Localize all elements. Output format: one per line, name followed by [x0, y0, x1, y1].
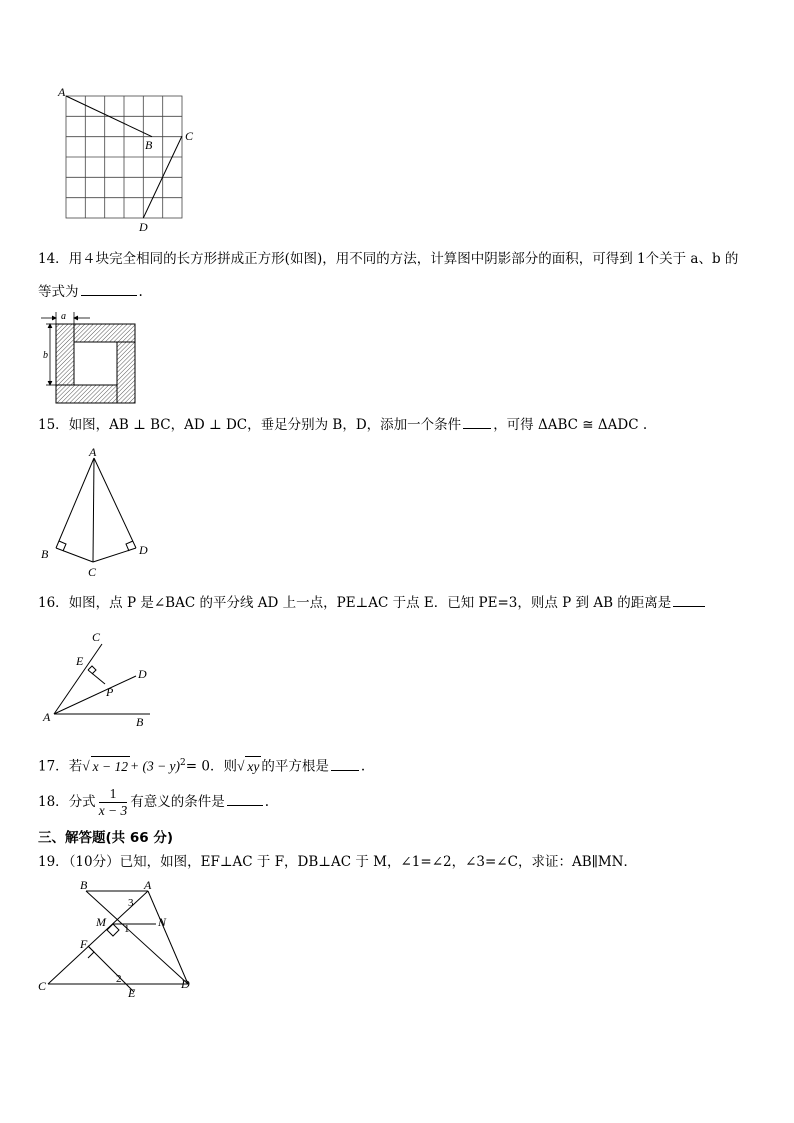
answer-blank-15[interactable] [463, 414, 491, 429]
question-14-text: 用４块完全相同的长方形拼成正方形(如图)，用不同的方法，计算图中阴影部分的面积，可得到 1个关于 a、b 的 [68, 251, 739, 267]
square-label-b: b [43, 350, 48, 361]
question-14-period: . [138, 284, 143, 300]
trap-label-2: 2 [116, 973, 122, 985]
trap-label-c: C [38, 979, 47, 993]
question-17-exponent: 2 [180, 758, 186, 768]
question-14-text-2: 等式为 [38, 284, 79, 300]
grid-label-d: D [139, 220, 148, 234]
question-18-pre: 分式 [68, 794, 96, 810]
question-17-end: . [360, 758, 366, 775]
question-19-number: 19． [38, 854, 69, 870]
square-label-a: a [61, 311, 66, 322]
fraction-denominator: x − 3 [98, 803, 128, 818]
trap-label-d: D [181, 977, 190, 991]
kite-label-a: A [89, 445, 97, 459]
question-16 [38, 592, 707, 613]
trap-label-f: F [80, 937, 88, 951]
grid-label-a: A [58, 85, 66, 99]
question-17-post: 的平方根是 [261, 758, 329, 775]
question-14-number: 14． [38, 251, 69, 267]
question-18 [38, 784, 269, 820]
answer-blank-14[interactable] [81, 281, 137, 296]
trap-label-n: N [158, 915, 167, 929]
square-figure [36, 309, 140, 407]
trap-label-b: B [80, 878, 88, 892]
kite-label-b: B [41, 547, 49, 561]
trap-label-e: E [128, 986, 136, 1000]
angle-label-d: D [138, 667, 147, 681]
question-15-text: 如图，AB ⊥ BC，AD ⊥ DC，垂足分别为 B，D，添加一个条件 [68, 417, 462, 433]
question-18-end: . [264, 794, 270, 810]
trap-label-1: 1 [124, 923, 130, 935]
fraction-1-over-x-minus-3 [99, 786, 128, 819]
question-19 [38, 852, 637, 872]
question-15-number: 15． [38, 417, 69, 433]
angle-label-c: C [92, 630, 101, 644]
question-17-pre: 若 [68, 758, 83, 775]
trap-label-m: M [96, 915, 106, 929]
angle-bisector-figure [38, 626, 163, 731]
question-17-eq: = 0．则 [185, 758, 237, 775]
question-16-number: 16． [38, 595, 69, 611]
radical-xy: xy [245, 756, 261, 777]
radical-x-minus-12: x − 12 [91, 756, 130, 777]
question-17-middle: + (3 − y) [129, 758, 181, 774]
answer-blank-17[interactable] [331, 756, 359, 771]
question-18-post: 有意义的条件是 [130, 794, 225, 810]
kite-label-d: D [139, 543, 148, 557]
section-3-heading: 三、解答题(共 66 分) [38, 830, 174, 846]
question-16-text: 如图，点 P 是∠BAC 的平分线 AD 上一点，PE⊥AC 于点 E．已知 PE=3，则点 P 到 AB 的距离是 [68, 595, 672, 611]
trap-label-a: A [144, 878, 152, 892]
kite-label-c: C [88, 565, 97, 579]
angle-label-b: B [136, 715, 144, 729]
question-14-line2 [38, 281, 143, 302]
question-17-number: 17． [38, 758, 69, 775]
trap-label-3: 3 [128, 897, 134, 909]
answer-blank-18[interactable] [227, 791, 263, 806]
fraction-numerator: 1 [99, 786, 128, 803]
question-17: 17．若√ $x - 12 + (3 - y)^2= 0$．则√ xy 的平方根是 . [38, 753, 365, 777]
trapezoid-figure [36, 874, 206, 1004]
answer-blank-16[interactable] [673, 592, 705, 607]
angle-label-p: P [106, 685, 114, 699]
kite-figure [36, 444, 166, 580]
angle-label-a: A [43, 710, 51, 724]
question-18-number: 18． [38, 794, 69, 810]
grid-label-b: B [145, 138, 153, 152]
angle-label-e: E [76, 654, 84, 668]
grid-figure [55, 85, 205, 234]
question-19-text: （10分）已知，如图，EF⊥AC 于 F，DB⊥AC 于 M，∠1=∠2，∠3=∠C，求证：AB∥MN． [68, 854, 637, 870]
grid-label-c: C [185, 129, 194, 143]
question-15 [38, 414, 647, 435]
question-14-line1 [38, 249, 738, 269]
question-15-text-2: ，可得 ΔABC ≅ ΔADC . [493, 417, 648, 433]
